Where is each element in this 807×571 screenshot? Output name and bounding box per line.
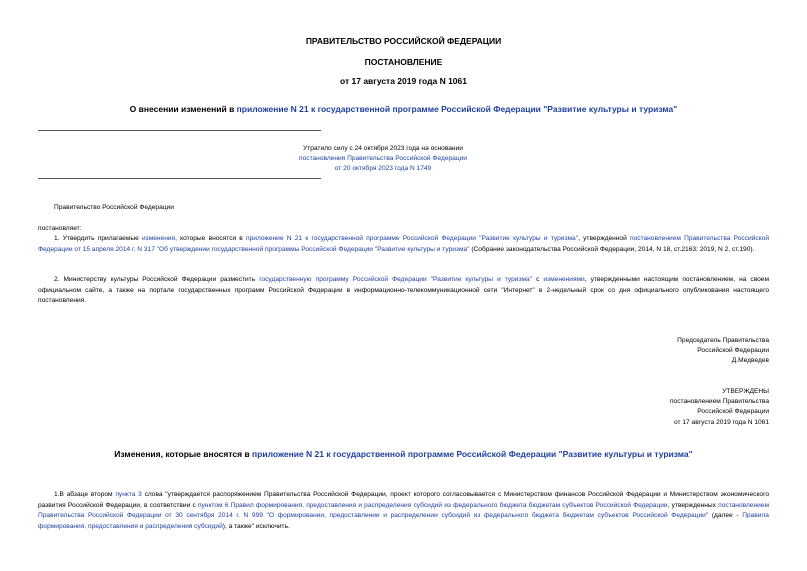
changes-annex-link[interactable]: приложение N 21 к государственной программе Российской Федерации "Развитие культуры и туризма"	[252, 449, 693, 459]
text-run: , утвержденными настоящим постановлением, на своем официальном сайте, а также на портале государственных программ Российской Федерации в информационно-телекоммуникационной сети "Интернет" в 2-недельный срок со дня официального опубликования настоящего постановления.	[38, 276, 770, 304]
issuing-authority: ПРАВИТЕЛЬСТВО РОССИЙСКОЙ ФЕДЕРАЦИИ	[305, 36, 502, 46]
signature-block	[677, 336, 769, 367]
text-run: , которые вносятся в	[175, 235, 247, 242]
approved-by: постановлением Правительства	[669, 398, 769, 406]
repeal-decree-date-link[interactable]: от 20 октября 2023 года N 1749	[334, 165, 432, 172]
text-run: с	[532, 276, 544, 283]
document-title	[0, 104, 807, 114]
approved-org: Российской Федерации	[697, 408, 769, 416]
approval-block	[670, 387, 769, 428]
changes-link-2[interactable]: изменениями	[543, 276, 585, 283]
point-3-link[interactable]: пункта 3	[115, 491, 142, 498]
document-date-number: от 17 августа 2019 года N 1061	[340, 76, 467, 86]
signature-name: Д.Медведев	[731, 357, 769, 365]
signature-position: Председатель Правительства	[677, 337, 769, 344]
changes-paragraph-1	[38, 490, 769, 532]
document-type: ПОСТАНОВЛЕНИЕ	[364, 57, 443, 67]
changes-title-prefix: Изменения, которые вносятся в	[114, 449, 253, 459]
paragraph-1	[38, 234, 769, 255]
subsidy-rules-link[interactable]: Правила формирования, предоставления и распределения субсидий	[38, 512, 769, 530]
decree-317-link[interactable]: постановлением Правительства Российской Федерации от 15 апреля 2014 г. N 317 "Об утверждении государственной программы Российской Федерации "Развитие культуры и туризма"	[38, 235, 770, 253]
program-link[interactable]: государственную программу Российской Федерации "Развитие культуры и туризма"	[259, 276, 533, 283]
approved-label: УТВЕРЖДЕНЫ	[722, 388, 769, 395]
changes-title	[0, 449, 807, 459]
changes-link[interactable]: изменения	[141, 235, 176, 242]
status-text: Утратило силу с 24 октября 2023 года на основании	[303, 145, 463, 152]
text-run: (Собрание законодательства Российской Федерации, 2014, N 18, ст.2163; 2019, N 2, ст.190).	[469, 245, 755, 253]
text-run: ), а также" исключить.	[222, 522, 290, 530]
paragraph-2	[38, 275, 769, 307]
text-run: 1.В абзаце втором	[54, 491, 116, 498]
text-run: 2. Министерству культуры Российской Федерации разместить	[54, 276, 260, 283]
text-run: , утвержденных	[667, 501, 719, 509]
government-text: Правительство Российской Федерации	[54, 204, 174, 211]
decree-999-link[interactable]: постановлением Правительства Российской Федерации от 30 сентября 2014 г. N 999 "О формировании, предоставлении и распределении субсидий из федерального бюджета бюджетам субъектов Российской Федерации"	[38, 501, 770, 519]
text-run: 1. Утвердить прилагаемые	[54, 235, 142, 242]
divider-top	[38, 130, 321, 131]
document-title-prefix: О внесении изменений в	[129, 104, 237, 114]
signature-org: Российской Федерации	[697, 347, 769, 355]
text-run: (далее -	[708, 512, 743, 519]
annex-link[interactable]: приложение N 21 к государственной программе Российской Федерации "Развитие культуры и туризма"	[246, 235, 579, 242]
approved-date: от 17 августа 2019 года N 1061	[674, 418, 769, 426]
repeal-decree-link[interactable]: постановления Правительства Российской Федерации	[299, 155, 467, 162]
text-run: слова "утверждается распоряжением Правительства Российской Федерации, проект которого согласовывается с Министерством финансов Российской Федерации и Министерством экономического развития Российской Федерации, в соответствии с	[38, 491, 769, 509]
rules-point-6-link[interactable]: пунктом 6 Правил формирования, предоставления и распределения субсидий из федерального бюджета бюджетам субъектов Российской Федерации	[197, 501, 668, 509]
annex-21-link[interactable]: приложение N 21 к государственной программе Российской Федерации "Развитие культуры и туризма"	[236, 104, 678, 114]
divider-bottom	[38, 178, 321, 179]
text-run: , утвержденной	[578, 235, 630, 242]
decides-text: постановляет:	[38, 225, 82, 232]
status-block	[38, 144, 728, 174]
